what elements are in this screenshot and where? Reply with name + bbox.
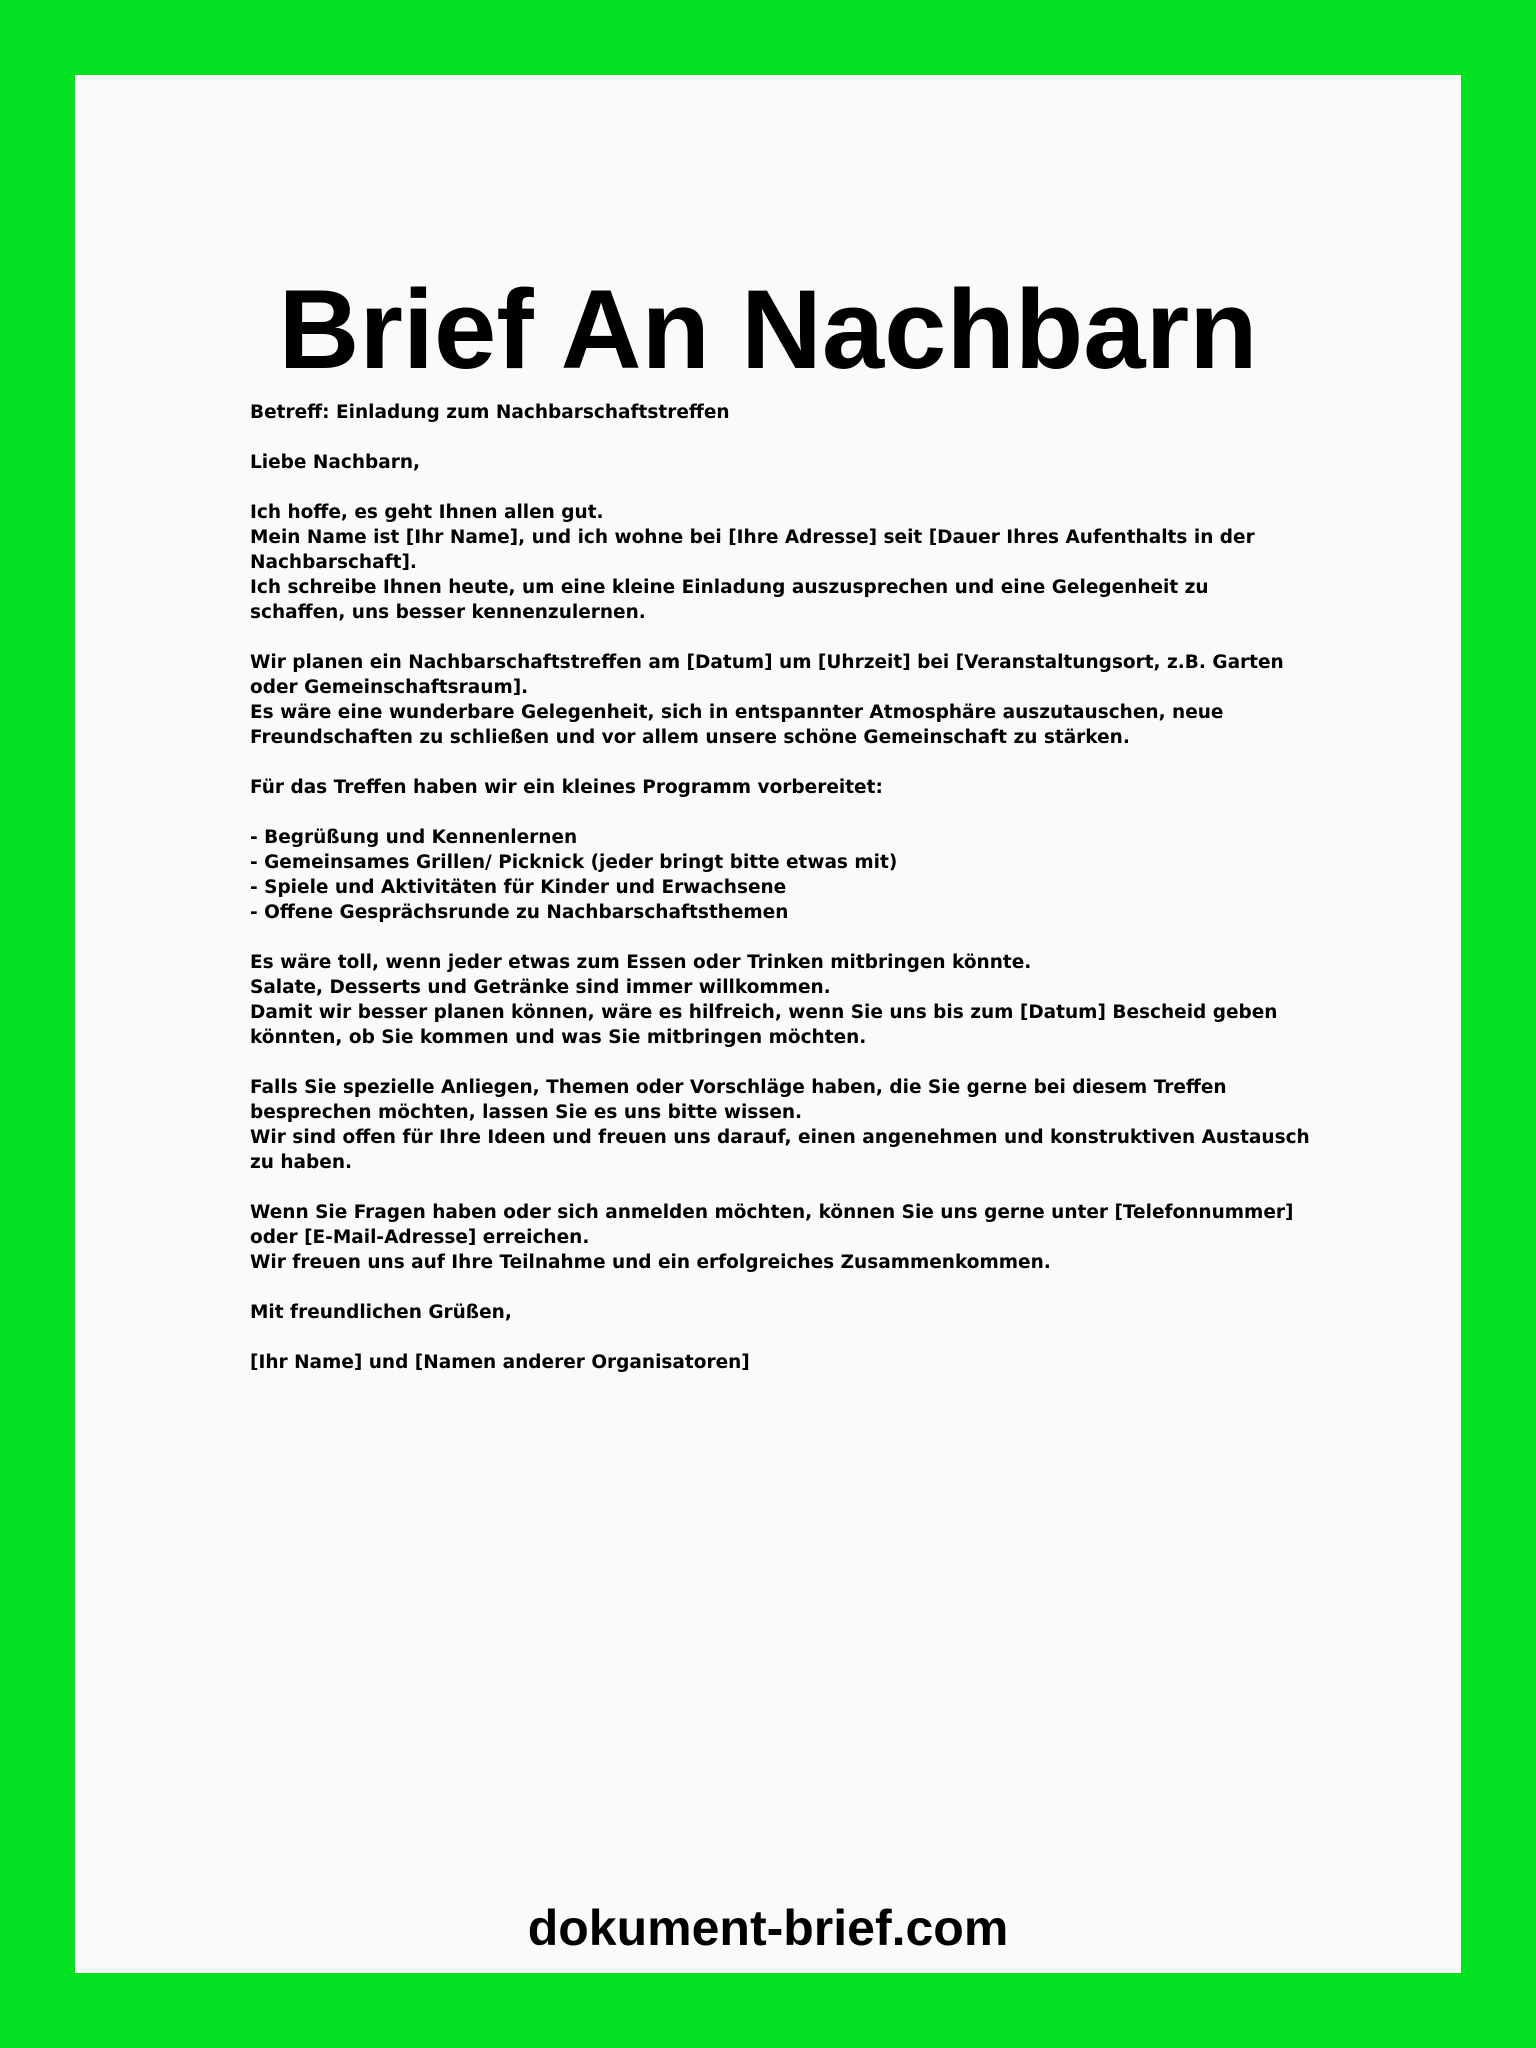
letter-paragraph: [250, 500, 1310, 625]
letter-line: - Offene Gesprächsrunde zu Nachbarschaftsthemen: [250, 902, 789, 923]
letter-line: Ich schreibe Ihnen heute, um eine kleine Einladung auszusprechen und eine Gelegenheit zu schaffen, uns besser kennenzulernen.: [250, 577, 1209, 623]
letter-line: Liebe Nachbarn,: [250, 452, 421, 473]
letter-paragraph: [250, 775, 1310, 800]
letter-line: Ich hoffe, es geht Ihnen allen gut.: [250, 502, 604, 523]
letter-paragraph: [250, 825, 1310, 925]
letter-line: Salate, Desserts und Getränke sind immer willkommen.: [250, 977, 831, 998]
letter-paragraph: [250, 950, 1310, 1050]
letter-line: Falls Sie spezielle Anliegen, Themen oder Vorschläge haben, die Sie gerne bei diesem Treffen besprechen möchten, lassen Sie es uns bitte wissen.: [250, 1077, 1227, 1123]
letter-line: Wir sind offen für Ihre Ideen und freuen uns darauf, einen angenehmen und konstruktiven Austausch zu haben.: [250, 1127, 1310, 1173]
letter-paragraph: [250, 650, 1310, 750]
letter-body: [250, 400, 1310, 1400]
letter-paragraph: [250, 1200, 1310, 1275]
document-page: [75, 75, 1461, 1973]
letter-line: Mein Name ist [Ihr Name], und ich wohne bei [Ihre Adresse] seit [Dauer Ihres Aufenthalts in der Nachbarschaft].: [250, 527, 1255, 573]
letter-line: - Begrüßung und Kennenlernen: [250, 827, 578, 848]
letter-line: Es wäre eine wunderbare Gelegenheit, sich in entspannter Atmosphäre auszutauschen, neue Freundschaften zu schließen und vor allem unsere schöne Gemeinschaft zu stärken.: [250, 702, 1224, 748]
letter-paragraph: [250, 1075, 1310, 1175]
letter-paragraph: [250, 400, 1310, 425]
footer-website: dokument-brief.com: [527, 1900, 1009, 1956]
letter-line: - Gemeinsames Grillen/ Picknick (jeder bringt bitte etwas mit): [250, 852, 898, 873]
letter-line: Damit wir besser planen können, wäre es hilfreich, wenn Sie uns bis zum [Datum] Bescheid geben könnten, ob Sie kommen und was Sie mitbringen möchten.: [250, 1002, 1278, 1048]
letter-line: - Spiele und Aktivitäten für Kinder und Erwachsene: [250, 877, 787, 898]
letter-line: Wenn Sie Fragen haben oder sich anmelden möchten, können Sie uns gerne unter [Telefonnummer] oder [E-Mail-Adresse] erreichen.: [250, 1202, 1294, 1248]
document-title: Brief An Nachbarn: [278, 267, 1258, 392]
letter-line: [Ihr Name] und [Namen anderer Organisatoren]: [250, 1352, 750, 1373]
letter-paragraph: [250, 1350, 1310, 1375]
letter-line: Wir planen ein Nachbarschaftstreffen am [Datum] um [Uhrzeit] bei [Veranstaltungsort, z.B. Garten oder Gemeinschaftsraum].: [250, 652, 1284, 698]
letter-line: Mit freundlichen Grüßen,: [250, 1302, 512, 1323]
letter-line: Betreff: Einladung zum Nachbarschaftstreffen: [250, 402, 730, 423]
letter-paragraph: [250, 450, 1310, 475]
letter-line: Es wäre toll, wenn jeder etwas zum Essen oder Trinken mitbringen könnte.: [250, 952, 1032, 973]
letter-line: Für das Treffen haben wir ein kleines Programm vorbereitet:: [250, 777, 883, 798]
letter-paragraph: [250, 1300, 1310, 1325]
letter-line: Wir freuen uns auf Ihre Teilnahme und ein erfolgreiches Zusammenkommen.: [250, 1252, 1051, 1273]
